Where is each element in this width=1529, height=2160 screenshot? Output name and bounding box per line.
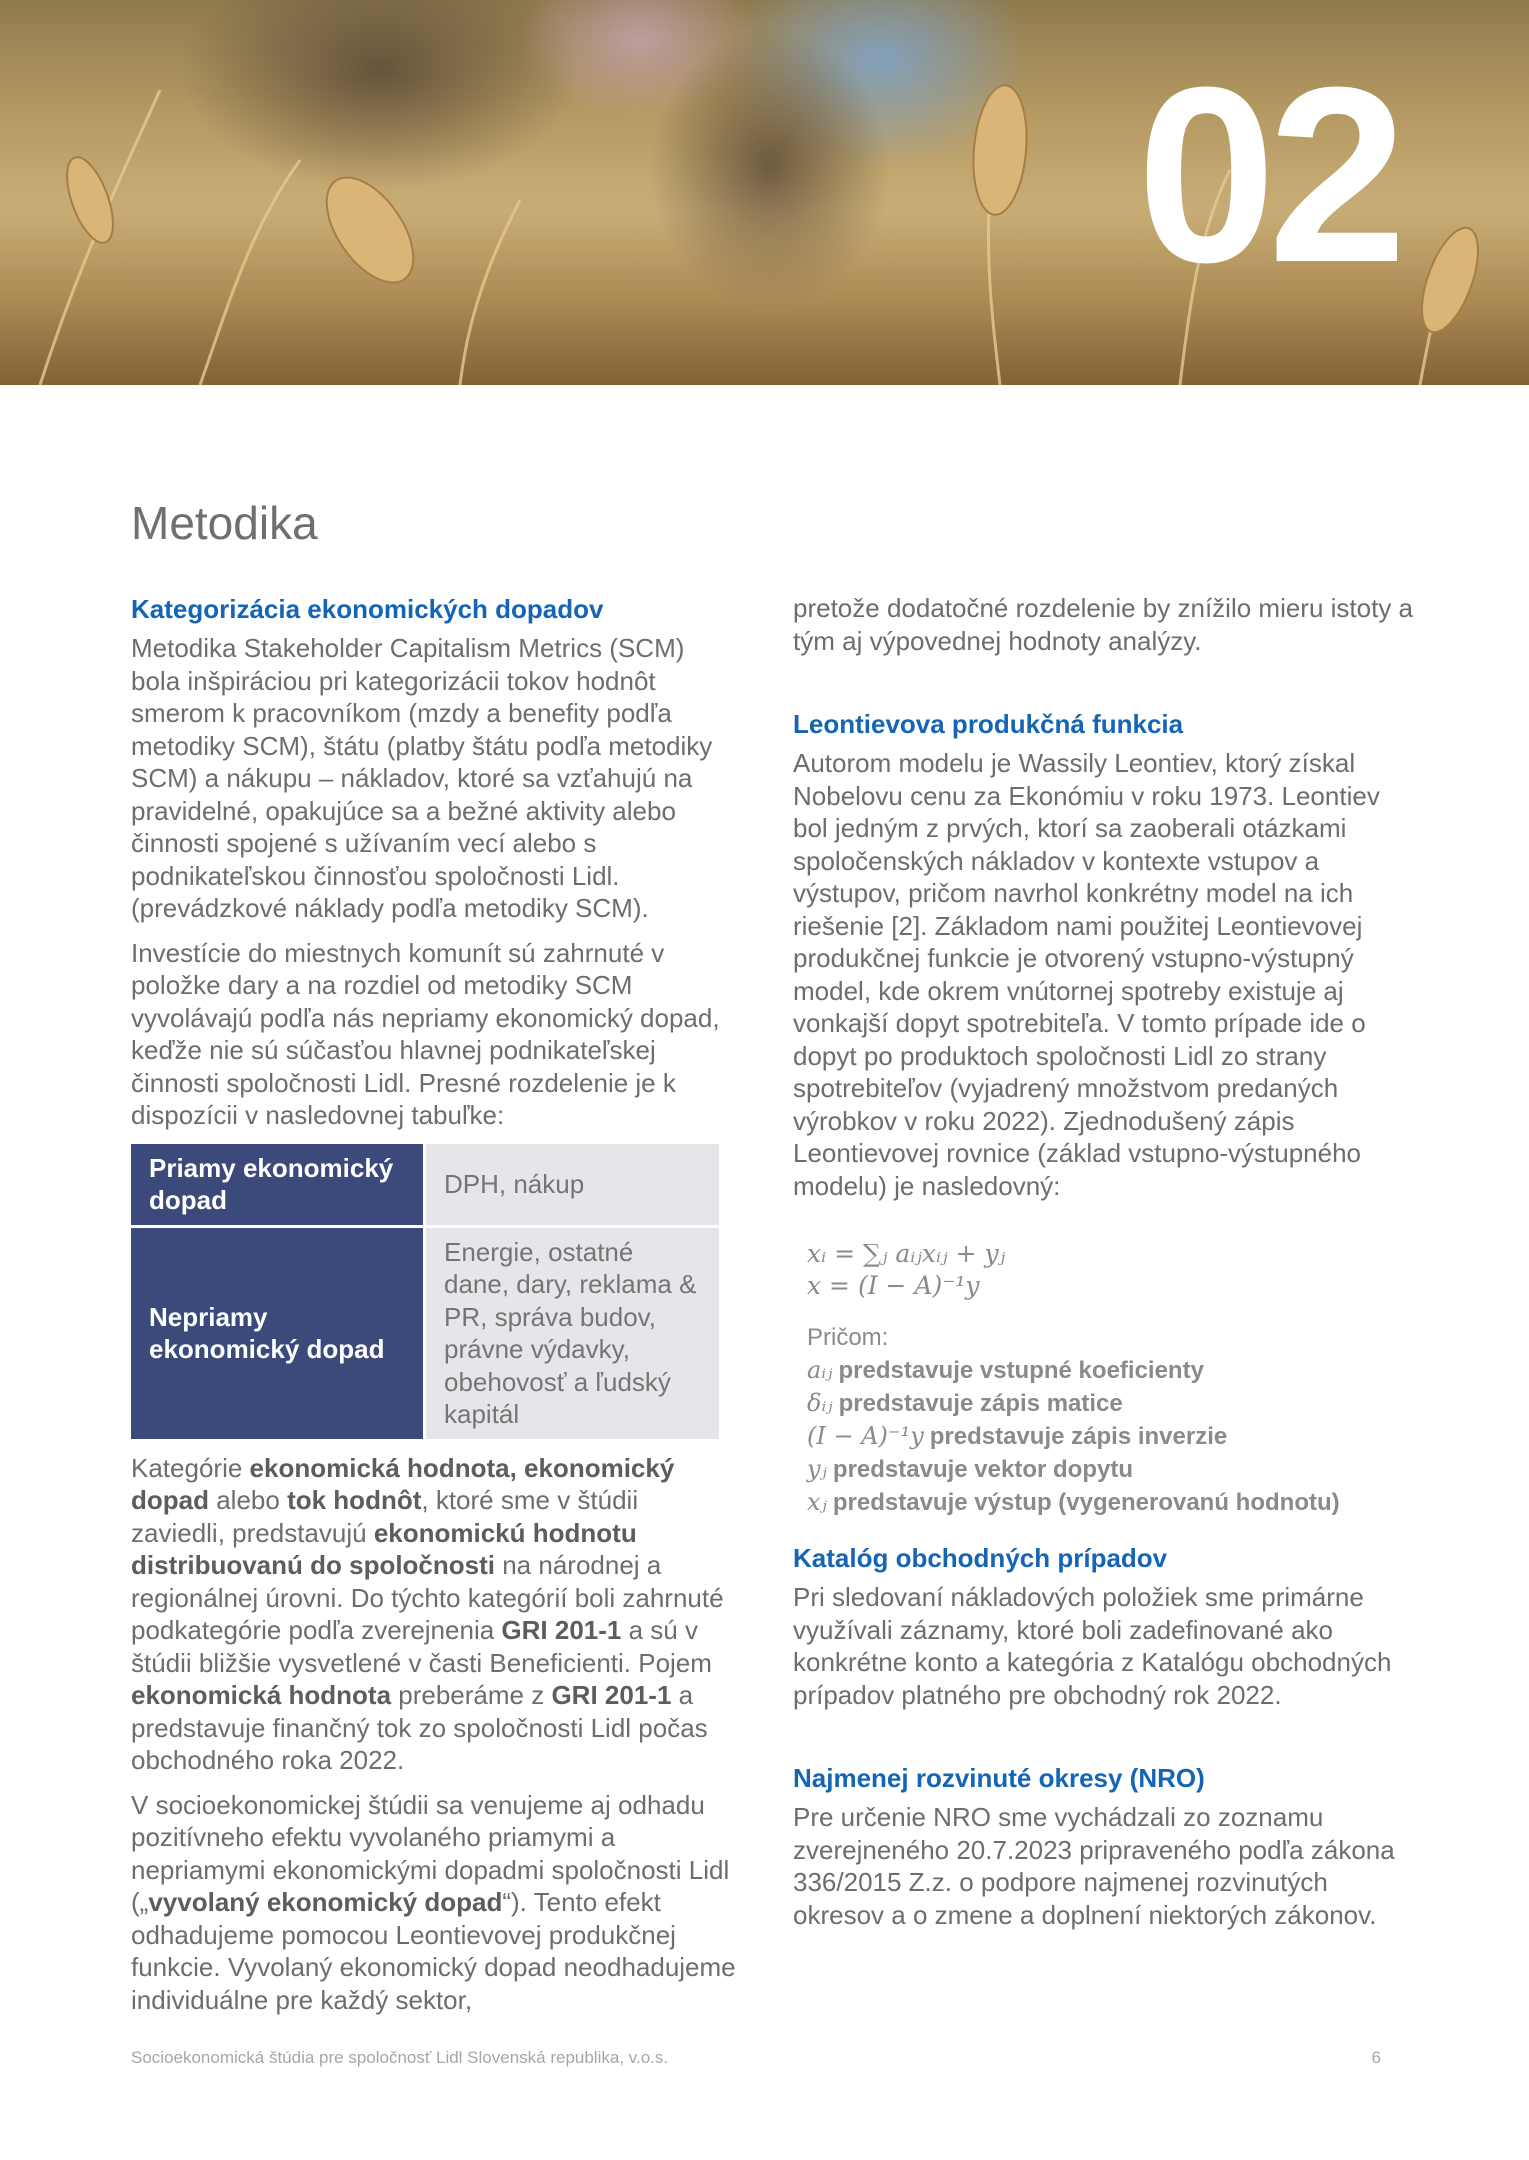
formula-line: x = (I − A)⁻¹y: [807, 1271, 980, 1300]
legend-item: aᵢⱼ predstavuje vstupné koeficienty: [807, 1356, 1204, 1384]
section-heading-leontief: Leontievova produkčná funkcia: [793, 709, 1184, 739]
legend-item: δᵢⱼ predstavuje zápis matice: [807, 1389, 1123, 1417]
section-heading-categorization: Kategorizácia ekonomických dopadov: [131, 594, 604, 624]
page-title: Metodika: [131, 497, 318, 549]
formula-legend: [807, 1322, 1413, 1519]
table-label-cell: Nepriamy ekonomický dopad: [131, 1226, 425, 1440]
paragraph: pretože dodatočné rozdelenie by znížilo mieru istoty a tým aj výpovednej hodnoty analýzy.: [793, 593, 1414, 656]
chapter-number: 02: [1136, 35, 1399, 314]
paragraph: Autorom modelu je Wassily Leontiev, ktorý získal Nobelovu cenu za Ekonómiu v roku 1973. Leontiev bol jedným z prvých, ktorí sa zaoberali otázkami spoločenských nákladov v kontexte vstupov a výstupov, pričom navrhol konkrétny model na ich riešenie [2]. Základom nami použitej Leontievovej produkčnej funkcie je otvorený vstupno-výstupný model, kde okrem vnútornej spotreby existuje aj vonkajší dopyt spotrebiteľa. V tomto prípade ide o dopyt po produktoch spoločnosti Lidl zo strany spotrebiteľov (vyjadrený množstvom predaných výrobkov v roku 2022). Zjednodušený zápis Leontievovej rovnice (základ vstupno-výstupného modelu) je nasledovný:: [793, 748, 1380, 1201]
impact-category-table: [131, 1144, 719, 1442]
paragraph: Pre určenie NRO sme vychádzali zo zoznamu zverejneného 20.7.2023 pripraveného podľa zákona 336/2015 Z.z. o podpore najmenej rozvinutých okresov a o zmene a doplnení niektorých zákonov.: [793, 1802, 1395, 1930]
right-column: [793, 592, 1413, 1943]
paragraph: Kategórie ekonomická hodnota, ekonomický dopad alebo tok hodnôt, ktoré sme v štúdii zaviedli, predstavujú ekonomickú hodnotu distribuovanú do spoločnosti na národnej a regionálnej úrovni. Do týchto kategórií boli zahrnuté podkategórie podľa zverejnenia GRI 201-1 a sú v štúdii bližšie vysvetlené v časti Beneficienti. Pojem ekonomická hodnota preberáme z GRI 201-1 a predstavuje finančný tok zo spoločnosti Lidl počas obchodného roka 2022.: [131, 1452, 724, 1775]
paragraph: Investície do miestnych komunít sú zahrnuté v položke dary a na rozdiel od metodiky SCM vyvolávajú podľa nás nepriamy ekonomický dopad, keďže nie sú súčasťou hlavnej podnikateľskej činnosti spoločnosti Lidl. Presné rozdelenie je k dispozícii v nasledovnej tabuľke:: [131, 937, 720, 1130]
paragraph: Metodika Stakeholder Capitalism Metrics (SCM) bola inšpiráciou pri kategorizácii tokov hodnôt smerom k pracovníkom (mzdy a benefity podľa metodiky SCM), štátu (platby štátu podľa metodiky SCM) a nákupu – nákladov, ktoré sa vzťahujú na pravidelné, opakujúce sa a bežné aktivity alebo činnosti spojené s užívaním vecí alebo s podnikateľskou činnosťou spoločnosti Lidl. (prevádzkové náklady podľa metodiky SCM).: [131, 633, 713, 923]
left-column: [131, 592, 736, 2028]
leontief-formula: [807, 1238, 1413, 1302]
paragraph: Pri sledovaní nákladových položiek sme primárne využívali záznamy, ktoré boli zadefinované ako konkrétne konto a kategória z Katalógu obchodných prípadov platného pre obchodný rok 2022.: [793, 1582, 1392, 1710]
footer-text: Socioekonomická štúdia pre spoločnosť Lidl Slovenská republika, v.o.s.: [131, 2048, 669, 2067]
table-row: [131, 1144, 719, 1227]
legend-item: xⱼ predstavuje výstup (vygenerovanú hodnotu): [807, 1488, 1340, 1516]
legend-item: (I − A)⁻¹y predstavuje zápis inverzie: [807, 1422, 1228, 1450]
section-heading-catalog: Katalóg obchodných prípadov: [793, 1543, 1168, 1573]
table-value-cell: DPH, nákup: [425, 1144, 720, 1227]
page-number: 6: [1371, 2048, 1381, 2067]
section-heading-nro: Najmenej rozvinuté okresy (NRO): [793, 1763, 1205, 1793]
table-row: [131, 1226, 719, 1440]
legend-item: yⱼ predstavuje vektor dopytu: [807, 1455, 1133, 1483]
formula-line: xᵢ = ∑ⱼ aᵢⱼxᵢⱼ + yⱼ: [807, 1239, 1006, 1268]
table-value-cell: Energie, ostatné dane, dary, reklama & PR, správa budov, právne výdavky, obehovosť a ľudský kapitál: [425, 1226, 720, 1440]
legend-title: Pričom:: [807, 1324, 889, 1351]
table-label-cell: Priamy ekonomický dopad: [131, 1144, 425, 1227]
paragraph: V socioekonomickej štúdii sa venujeme aj odhadu pozitívneho efektu vyvolaného priamymi a nepriamymi ekonomickými dopadmi spoločnosti Lidl („vyvolaný ekonomický dopad“). Tento efekt odhadujeme pomocou Leontievovej produkčnej funkcie. Vyvolaný ekonomický dopad neodhadujeme individuálne pre každý sektor,: [131, 1789, 736, 2015]
page-footer: [131, 2048, 1381, 2068]
hero-image: [0, 0, 1529, 385]
